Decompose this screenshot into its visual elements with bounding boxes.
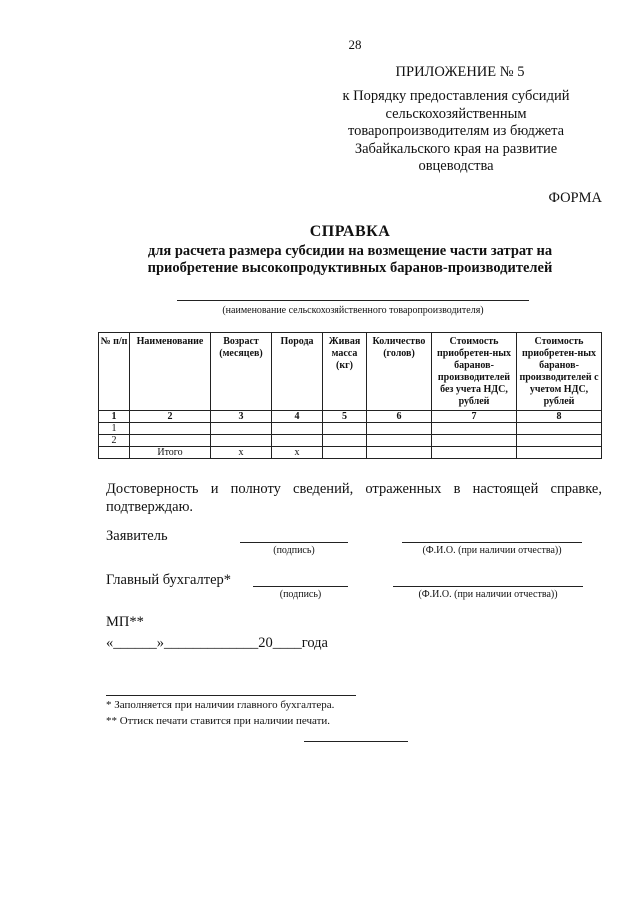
total-row [99, 447, 602, 459]
header-cost-without-vat: Стоимость приобретен-ных баранов-производителей без учета НДС, рублей [432, 333, 517, 411]
data-table [98, 332, 602, 459]
footnote-2: ** Оттиск печати ставится при наличии печати. [106, 715, 331, 727]
table-cell[interactable] [323, 423, 367, 435]
applicant-signature-caption: (подпись) [273, 545, 315, 556]
page-number: 28 [348, 37, 362, 52]
document-subtitle [100, 243, 600, 277]
table-cell[interactable] [367, 423, 432, 435]
table-cell[interactable] [367, 447, 432, 459]
footnote-1: * Заполняется при наличии главного бухгалтера. [106, 699, 335, 711]
header-name: Наименование [130, 333, 211, 411]
header-number: № п/п [99, 333, 130, 411]
applicant-name-caption: (Ф.И.О. (при наличии отчества)) [422, 545, 562, 556]
table-cell [99, 447, 130, 459]
appendix-line: к Порядку предоставления субсидий [342, 88, 570, 104]
column-number: 7 [432, 411, 517, 423]
table-cell[interactable] [211, 435, 272, 447]
appendix-line: сельскохозяйственным [385, 105, 527, 122]
table-cell[interactable] [517, 447, 602, 459]
column-number: 4 [272, 411, 323, 423]
chief-accountant-name-caption: (Ф.И.О. (при наличии отчества)) [418, 589, 558, 600]
chief-accountant-signature-line[interactable] [253, 586, 348, 587]
column-number-row [99, 411, 602, 423]
date-line[interactable]: «______»_____________20____года [106, 635, 328, 651]
table-cell[interactable] [130, 435, 211, 447]
header-breed: Порода [272, 333, 323, 411]
table-cell[interactable] [517, 423, 602, 435]
table-cell[interactable] [323, 435, 367, 447]
appendix-title: ПРИЛОЖЕНИЕ № 5 [395, 64, 525, 80]
table-row [99, 423, 602, 435]
table-cell[interactable] [517, 435, 602, 447]
total-label: Итого [130, 447, 211, 459]
footnote-separator [106, 695, 356, 696]
header-quantity: Количество (голов) [367, 333, 432, 411]
table-cell: 2 [99, 435, 130, 447]
header-age: Возраст (месяцев) [211, 333, 272, 411]
column-number: 2 [130, 411, 211, 423]
table-cell[interactable] [432, 423, 517, 435]
applicant-label: Заявитель [106, 528, 168, 544]
header-live-weight: Живая масса (кг) [323, 333, 367, 411]
table-header-row [99, 333, 602, 411]
column-number: 5 [323, 411, 367, 423]
table-cell: х [211, 447, 272, 459]
end-line [304, 741, 408, 742]
header-cost-with-vat: Стоимость приобретен-ных баранов-производителей с учетом НДС, рублей [517, 333, 602, 411]
column-number: 1 [99, 411, 130, 423]
subtitle-line: приобретение высокопродуктивных баранов-производителей [147, 260, 553, 276]
applicant-name-line[interactable] [402, 542, 582, 543]
appendix-line: Забайкальского края на развитие [354, 140, 558, 157]
table-cell: 1 [99, 423, 130, 435]
table-cell[interactable] [432, 435, 517, 447]
table-cell[interactable] [323, 447, 367, 459]
form-label: ФОРМА [548, 190, 602, 206]
table-cell[interactable] [211, 423, 272, 435]
appendix-line: овцеводства [418, 158, 494, 174]
table-row [99, 435, 602, 447]
chief-accountant-signature-caption: (подпись) [279, 589, 322, 600]
column-number: 8 [517, 411, 602, 423]
producer-name-caption: (наименование сельскохозяйственного товаропроизводителя) [222, 305, 484, 316]
table-cell: х [272, 447, 323, 459]
subtitle-line: для расчета размера субсидии на возмещение части затрат на [147, 243, 553, 259]
table-cell[interactable] [130, 423, 211, 435]
table-cell[interactable] [432, 447, 517, 459]
chief-accountant-label: Главный бухгалтер* [106, 572, 232, 588]
appendix-line: товаропроизводителям из бюджета [347, 123, 565, 139]
stamp-label: МП** [106, 614, 144, 630]
column-number: 6 [367, 411, 432, 423]
confirmation-text: Достоверность и полноту сведений, отраженных в настоящей справке, подтверждаю. [106, 481, 602, 515]
column-number: 3 [211, 411, 272, 423]
appendix-reference [320, 88, 592, 176]
applicant-signature-line[interactable] [240, 542, 348, 543]
table-cell[interactable] [367, 435, 432, 447]
chief-accountant-name-line[interactable] [393, 586, 583, 587]
table-cell[interactable] [272, 423, 323, 435]
producer-name-line[interactable] [177, 300, 529, 301]
table-cell[interactable] [272, 435, 323, 447]
document-title: СПРАВКА [309, 223, 391, 240]
